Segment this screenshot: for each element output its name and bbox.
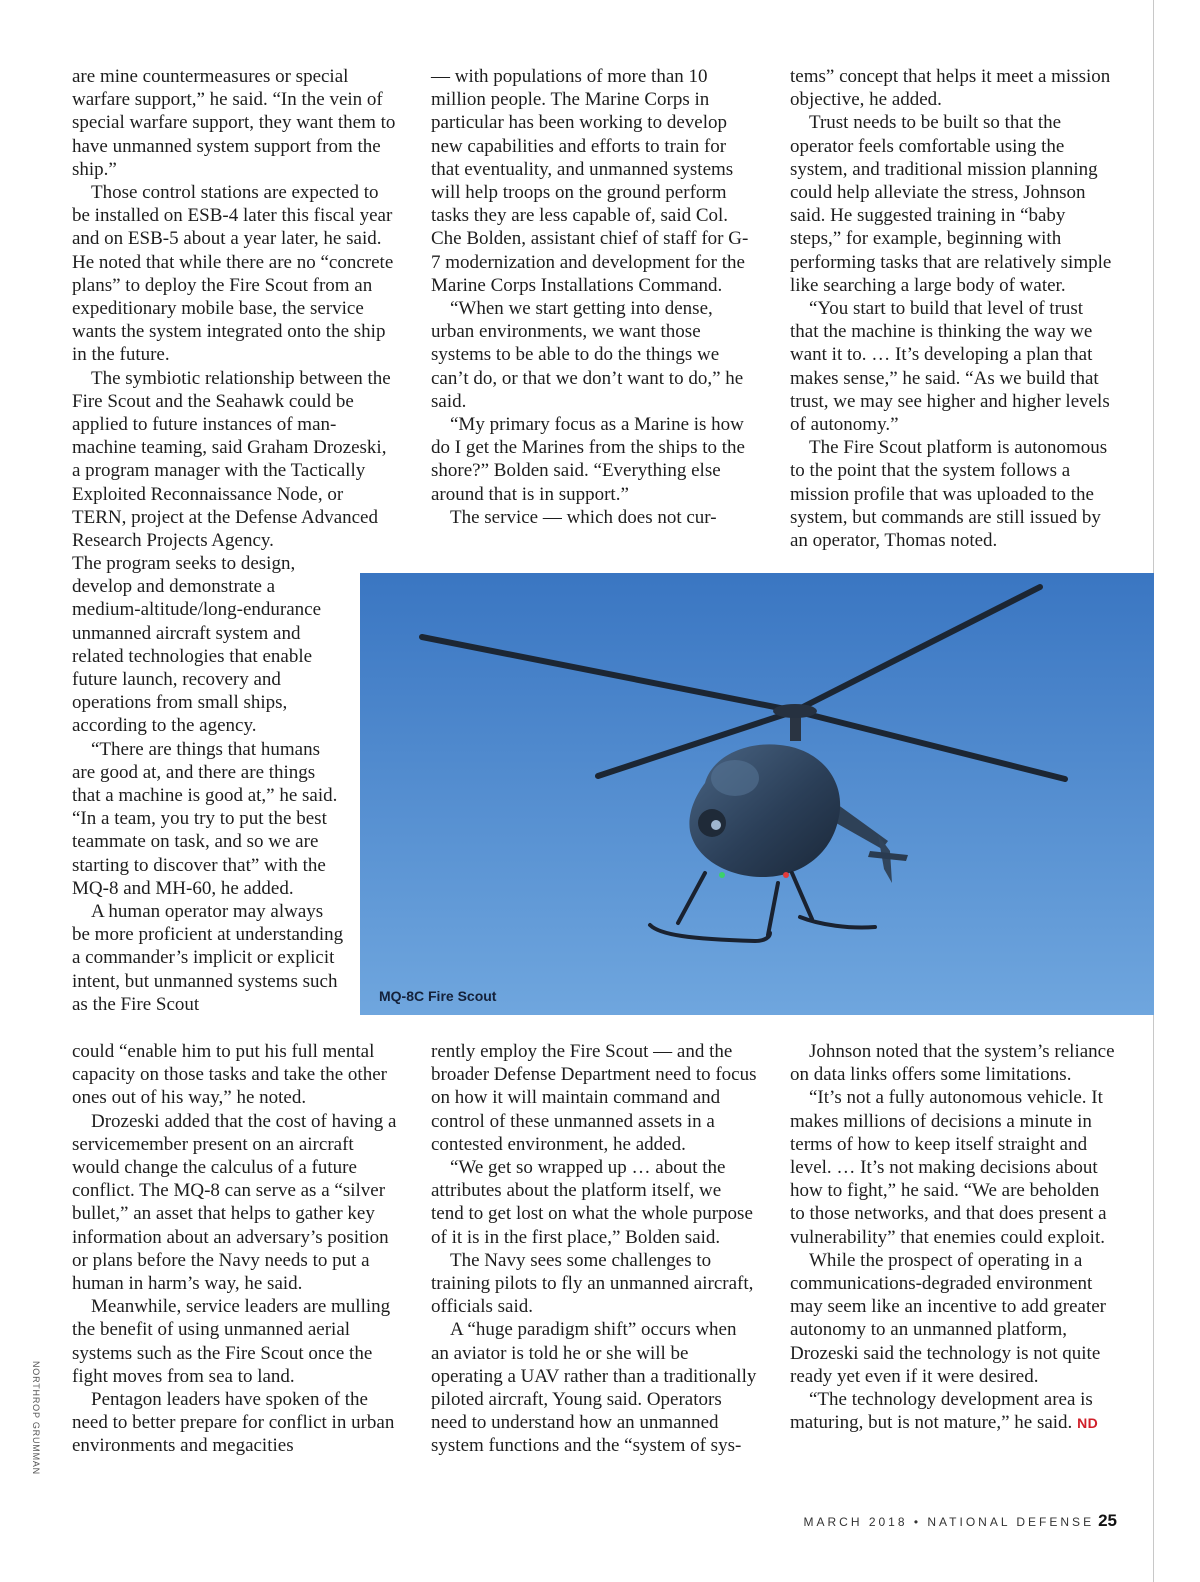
paragraph: are mine countermeasures or special warfare support,” he said. “In the vein of special warfare support, they want them to have unmanned system support from the ship.” [72, 66, 396, 180]
photo-caption: MQ-8C Fire Scout [379, 988, 497, 1004]
end-mark-nd: ND [1077, 1415, 1099, 1432]
paragraph: The Navy sees some challenges to training pilots to fly an unmanned aircraft, officials said. [431, 1249, 754, 1318]
paragraph: Meanwhile, service leaders are mulling the benefit of using unmanned aerial systems such as the Fire Scout once the fight moves from sea to land. [72, 1296, 391, 1387]
paragraph: While the prospect of operating in a communications-degraded environment may seem like an incentive to add greater autonomy to an unmanned platform, Drozeski said the technology is not quite ready yet even if it were desired. [790, 1249, 1107, 1387]
paragraph: Trust needs to be built so that the operator feels comfortable using the system, and traditional mission planning could help alleviate the stress, Johnson said. He suggested training in “baby steps,” for example, beginning with performing tasks that are relatively simple like searching a large body of water. [790, 112, 1112, 296]
paragraph: Johnson noted that the system’s reliance on data links offers some limitations. [790, 1041, 1115, 1086]
paragraph: The symbiotic relationship between the Fire Scout and the Seahawk could be applied to future instances of man-machine teaming, said Graham Drozeski, a program manager with the Tactically Exploited Reconnaissance Node, or TERN, project at the Defense Advanced Research Projects Agency. [72, 367, 391, 552]
paragraph: A human operator may always be more proficient at understanding a commander’s implicit or explicit intent, but unmanned systems such as the Fire Scout [72, 901, 344, 1015]
paragraph: “There are things that humans are good at, and there are things that a machine is good at,” he said. “In a team, you try to put the best teammate on task, and so we are starting to discover that” with the MQ-8 and MH-60, he added. [72, 738, 338, 899]
footer-folio: MARCH 2018 • NATIONAL DEFENSE [803, 1515, 1095, 1529]
column-2-bottom [431, 1040, 757, 1458]
paragraph: “My primary focus as a Marine is how do I get the Marines from the ships to the shore?” Bolden said. “Everything else around that is in support.” [431, 414, 745, 505]
sensor-lens [711, 820, 721, 830]
paragraph: The program seeks to design, develop and demonstrate a medium-altitude/long-endurance unmanned aircraft system and related technologies that enable future launch, recovery and operations from small ships, according to the agency. [72, 553, 322, 737]
nav-light-red [783, 872, 789, 878]
column-3-top [790, 65, 1116, 552]
helicopter-photo [360, 573, 1154, 1015]
paragraph: The Fire Scout platform is autonomous to the point that the system follows a mission profile that was uploaded to the system, but commands are still issued by an operator, Thomas noted. [790, 437, 1108, 552]
paragraph: Those control stations are expected to be installed on ESB-4 later this fiscal year and on ESB-5 about a year later, he said. He noted that while there are no “concrete plans” to deploy the Fire Scout from an expeditionary mobile base, the service wants the system integrated onto the ship in the future. [72, 182, 394, 366]
page-number: 25 [1098, 1511, 1117, 1530]
paragraph: “When we start getting into dense, urban environments, we want those systems to be able to do the things we can’t do, or that we don’t want to do,” he said. [431, 298, 744, 412]
photo-credit [30, 1361, 42, 1475]
fuselage-highlight [711, 760, 759, 796]
paragraph-final-text: “The technology development area is maturing, but is not mature,” he said. [790, 1389, 1093, 1434]
column-1-top [72, 65, 398, 552]
column-3-bottom [790, 1040, 1116, 1435]
paragraph: rently employ the Fire Scout — and the broader Defense Department need to focus on how it will maintain command and control of these unmanned assets in a contested environment, he added. [431, 1041, 757, 1155]
nav-light-green [719, 872, 725, 878]
paragraph: Drozeski added that the cost of having a servicemember present on an aircraft would change the calculus of a future conflict. The MQ-8 can serve as a “silver bullet,” an asset that helps to gather key information about an adversary’s position or plans before the Navy needs to put a human in harm’s way, he said. [72, 1110, 397, 1295]
paragraph: could “enable him to put his full mental capacity on those tasks and take the other ones out of his way,” he noted. [72, 1041, 387, 1109]
paragraph: A “huge paradigm shift” occurs when an aviator is told he or she will be operating a UAV rather than a traditionally piloted aircraft, Young said. Operators need to understand how an unmanned system functions and the “system of sys- [431, 1319, 757, 1457]
paragraph: tems” concept that helps it meet a mission objective, he added. [790, 66, 1111, 111]
paragraph: The service — which does not cur- [450, 506, 717, 528]
helicopter-illustration [360, 573, 1154, 1015]
page-footer [803, 1511, 1117, 1531]
column-1-bottom [72, 1040, 398, 1458]
paragraph: — with populations of more than 10 million people. The Marine Corps in particular has been working to develop new capabilities and efforts to train for that eventuality, and unmanned systems will help troops on the ground perform tasks they are less capable of, said Col. Che Bolden, assistant chief of staff for G-7 modernization and development for the Marine Corps Installations Command. [431, 66, 749, 296]
paragraph: “You start to build that level of trust that the machine is thinking the way we want it to. … It’s developing a plan that makes sense,” he said. “As we build that trust, we may see higher and higher levels of autonomy.” [790, 298, 1110, 436]
paragraph-final [790, 1388, 1116, 1435]
column-2-top [431, 65, 757, 529]
column-1-wrap [72, 552, 344, 1016]
paragraph: Pentagon leaders have spoken of the need to better prepare for conflict in urban environments and megacities [72, 1389, 395, 1457]
rotor-hub [773, 704, 817, 718]
paragraph: “It’s not a fully autonomous vehicle. It makes millions of decisions a minute in terms of how to keep itself straight and level. … It’s not making decisions about how to fight,” he said. “We are beholden to those networks, and that does present a vulnerability” that enemies could exploit. [790, 1087, 1107, 1248]
paragraph: “We get so wrapped up … about the attributes about the platform itself, we tend to get lost on what the whole purpose of it is in the first place,” Bolden said. [431, 1157, 753, 1248]
photo-credit-text: NORTHROP GRUMMAN [31, 1361, 41, 1475]
